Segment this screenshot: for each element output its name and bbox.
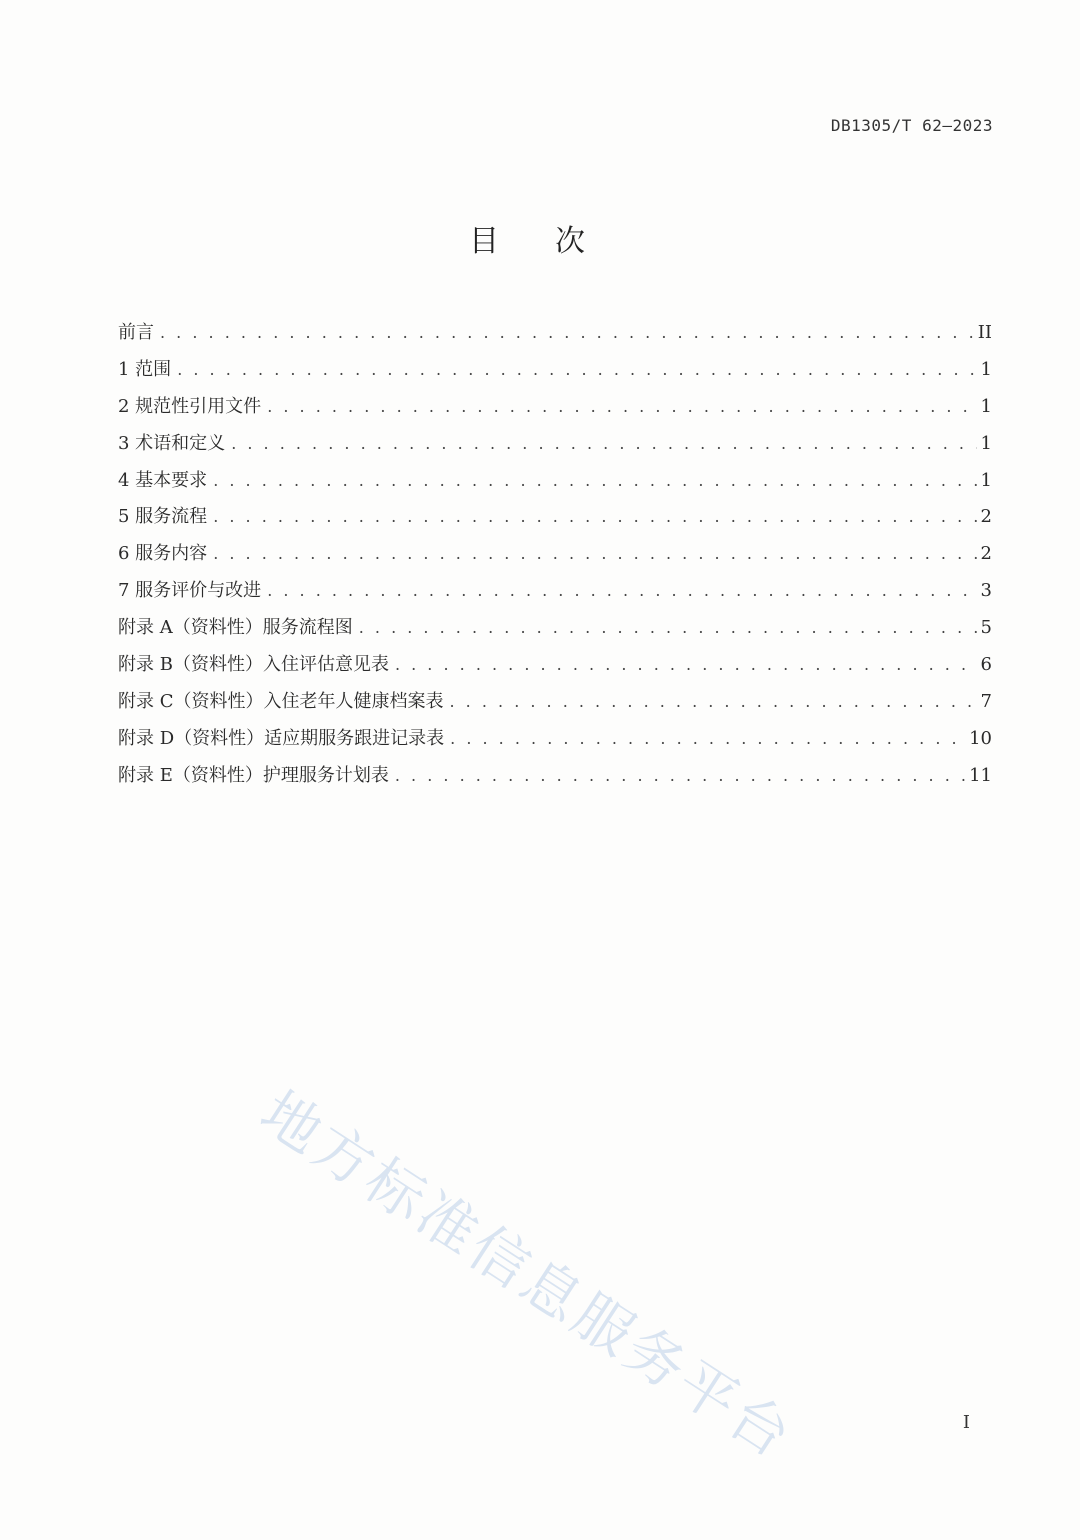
toc-entry-foreword[interactable] bbox=[118, 318, 992, 355]
toc-entry-label: 4 基本要求 bbox=[118, 469, 208, 491]
toc-entry-page: 1 bbox=[980, 358, 992, 380]
toc-leader-dots bbox=[267, 397, 976, 416]
toc-leader-dots bbox=[267, 581, 976, 600]
toc-leader-dots bbox=[450, 692, 977, 711]
toc-entry-normative-references[interactable] bbox=[118, 392, 992, 429]
toc-leader-dots bbox=[450, 729, 965, 748]
toc-entry-page: 1 bbox=[980, 469, 992, 491]
toc-entry-terms[interactable] bbox=[118, 429, 992, 466]
toc-leader-dots bbox=[160, 323, 974, 342]
toc-entry-page: 1 bbox=[980, 432, 992, 454]
table-of-contents bbox=[118, 318, 992, 798]
toc-entry-label: 6 服务内容 bbox=[118, 543, 208, 565]
toc-entry-label: 3 术语和定义 bbox=[118, 432, 226, 454]
toc-entry-page: 11 bbox=[969, 764, 992, 786]
toc-leader-dots bbox=[213, 507, 976, 526]
toc-entry-label: 附录 E（资料性）护理服务计划表 bbox=[118, 764, 389, 786]
toc-entry-appendix-b[interactable] bbox=[118, 650, 992, 687]
toc-leader-dots bbox=[395, 655, 977, 674]
toc-entry-label: 附录 B（资料性）入住评估意见表 bbox=[118, 654, 389, 676]
page-number: I bbox=[962, 1412, 970, 1433]
toc-entry-service-process[interactable] bbox=[118, 502, 992, 539]
toc-entry-page: 1 bbox=[980, 395, 992, 417]
toc-entry-appendix-d[interactable] bbox=[118, 724, 992, 761]
toc-entry-page: 2 bbox=[980, 543, 992, 565]
toc-entry-page: 2 bbox=[980, 506, 992, 528]
toc-entry-appendix-c[interactable] bbox=[118, 687, 992, 724]
toc-entry-label: 前言 bbox=[118, 322, 154, 343]
toc-entry-page: II bbox=[977, 322, 992, 343]
toc-leader-dots bbox=[213, 544, 976, 563]
toc-leader-dots bbox=[359, 618, 977, 637]
toc-leader-dots bbox=[177, 360, 976, 379]
toc-entry-basic-requirements[interactable] bbox=[118, 466, 992, 503]
toc-entry-label: 附录 D（资料性）适应期服务跟进记录表 bbox=[118, 727, 445, 749]
toc-leader-dots bbox=[213, 471, 976, 490]
toc-entry-appendix-a[interactable] bbox=[118, 613, 992, 650]
document-code: DB1305/T 62—2023 bbox=[830, 116, 993, 135]
toc-entry-label: 1 范围 bbox=[118, 358, 172, 380]
toc-title: 目次 bbox=[469, 224, 641, 259]
toc-entry-scope[interactable] bbox=[118, 355, 992, 392]
toc-leader-dots bbox=[395, 766, 965, 785]
toc-entry-label: 附录 C（资料性）入住老年人健康档案表 bbox=[118, 690, 444, 712]
toc-entry-page: 10 bbox=[969, 727, 992, 749]
toc-entry-label: 7 服务评价与改进 bbox=[118, 580, 262, 602]
toc-entry-service-evaluation[interactable] bbox=[118, 576, 992, 613]
toc-entry-label: 2 规范性引用文件 bbox=[118, 395, 262, 417]
watermark-text: 地方标准信息服务平台 bbox=[248, 1077, 806, 1473]
toc-entry-page: 3 bbox=[980, 580, 992, 602]
toc-entry-page: 6 bbox=[980, 654, 992, 676]
toc-leader-dots bbox=[231, 434, 976, 453]
toc-entry-label: 附录 A（资料性）服务流程图 bbox=[118, 617, 353, 639]
toc-entry-service-content[interactable] bbox=[118, 539, 992, 576]
toc-entry-page: 7 bbox=[980, 690, 992, 712]
toc-entry-label: 5 服务流程 bbox=[118, 506, 208, 528]
toc-entry-appendix-e[interactable] bbox=[118, 761, 992, 798]
toc-entry-page: 5 bbox=[980, 617, 992, 639]
